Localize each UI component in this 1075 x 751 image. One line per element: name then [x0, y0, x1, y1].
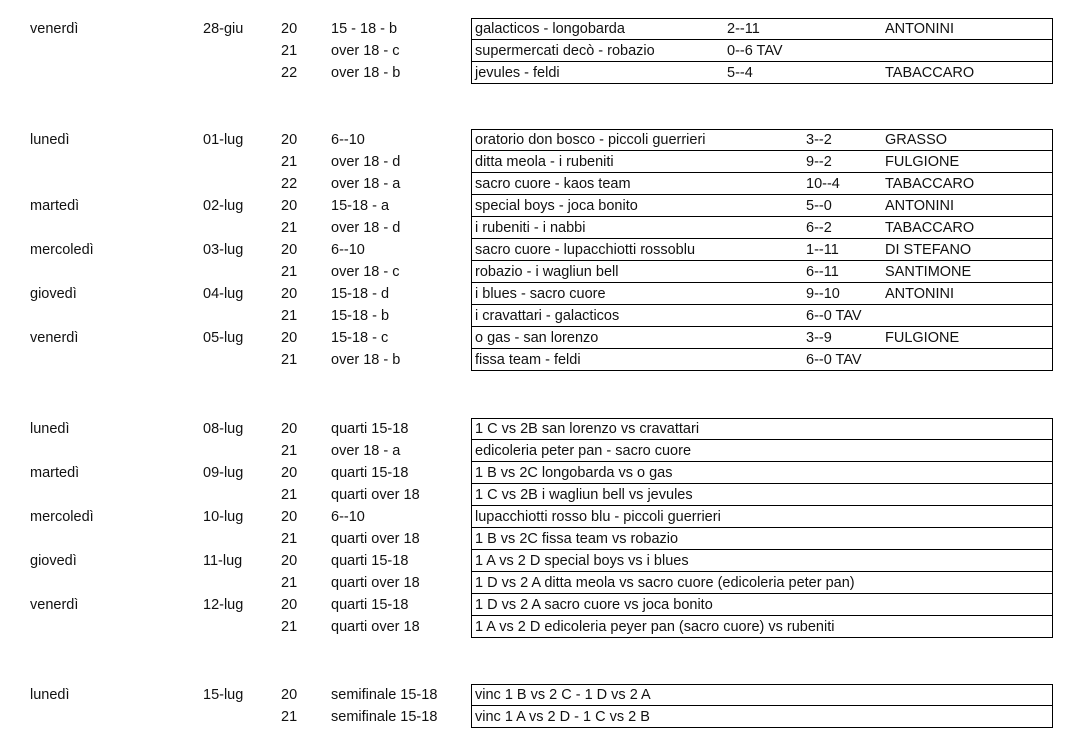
schedule-row: [0, 684, 1075, 706]
score-cell: 0--6 TAV: [727, 43, 783, 59]
date-cell: 04-lug: [203, 286, 244, 302]
hour-cell: 21: [281, 531, 298, 547]
match-cell: edicoleria peter pan - sacro cuore: [475, 443, 692, 459]
schedule-row: [0, 217, 1075, 239]
score-cell: 6--2: [806, 220, 832, 236]
schedule-row: [0, 418, 1075, 440]
category-cell: over 18 - d: [331, 220, 401, 236]
match-cell: i cravattari - galacticos: [475, 308, 620, 324]
referee-cell: ANTONINI: [885, 21, 955, 37]
match-cell: vinc 1 B vs 2 C - 1 D vs 2 A: [475, 687, 651, 703]
schedule-row: [0, 327, 1075, 349]
match-cell: 1 B vs 2C fissa team vs robazio: [475, 531, 679, 547]
match-cell: 1 D vs 2 A ditta meola vs sacro cuore (edicoleria peter pan): [475, 575, 855, 591]
category-cell: quarti 15-18: [331, 553, 409, 569]
category-cell: quarti over 18: [331, 575, 420, 591]
category-cell: semifinale 15-18: [331, 709, 438, 725]
category-cell: quarti over 18: [331, 531, 420, 547]
hour-cell: 20: [281, 553, 298, 569]
hour-cell: 20: [281, 21, 298, 37]
hour-cell: 22: [281, 176, 298, 192]
category-cell: over 18 - b: [331, 65, 401, 81]
hour-cell: 21: [281, 43, 298, 59]
date-cell: 11-lug: [203, 553, 243, 569]
match-cell: sacro cuore - kaos team: [475, 176, 631, 192]
match-cell: 1 C vs 2B i wagliun bell vs jevules: [475, 487, 693, 503]
schedule-row: [0, 18, 1075, 40]
day-cell: giovedì: [30, 553, 77, 569]
category-cell: over 18 - a: [331, 443, 401, 459]
category-cell: over 18 - a: [331, 176, 401, 192]
schedule-row: [0, 572, 1075, 594]
schedule-row: [0, 349, 1075, 371]
day-cell: lunedì: [30, 421, 70, 437]
date-cell: 28-giu: [203, 21, 244, 37]
referee-cell: TABACCARO: [885, 220, 975, 236]
category-cell: 6--10: [331, 242, 365, 258]
schedule-row: [0, 528, 1075, 550]
schedule-row: [0, 173, 1075, 195]
hour-cell: 20: [281, 597, 298, 613]
score-cell: 6--11: [806, 264, 839, 280]
date-cell: 05-lug: [203, 330, 244, 346]
match-cell: i blues - sacro cuore: [475, 286, 606, 302]
match-cell: supermercati decò - robazio: [475, 43, 655, 59]
category-cell: 15-18 - b: [331, 308, 390, 324]
category-cell: 15-18 - a: [331, 198, 390, 214]
category-cell: over 18 - c: [331, 43, 400, 59]
schedule-row: [0, 594, 1075, 616]
schedule-row: [0, 239, 1075, 261]
hour-cell: 21: [281, 352, 298, 368]
referee-cell: ANTONINI: [885, 198, 955, 214]
match-cell: i rubeniti - i nabbi: [475, 220, 586, 236]
score-cell: 6--0 TAV: [806, 308, 862, 324]
category-cell: 15-18 - d: [331, 286, 390, 302]
referee-cell: SANTIMONE: [885, 264, 972, 280]
hour-cell: 20: [281, 330, 298, 346]
day-cell: mercoledì: [30, 509, 94, 525]
referee-cell: DI STEFANO: [885, 242, 972, 258]
score-cell: 10--4: [806, 176, 840, 192]
hour-cell: 21: [281, 220, 298, 236]
schedule-row: [0, 440, 1075, 462]
score-cell: 2--11: [727, 21, 760, 37]
day-cell: mercoledì: [30, 242, 94, 258]
category-cell: quarti over 18: [331, 619, 420, 635]
schedule-row: [0, 195, 1075, 217]
score-cell: 9--10: [806, 286, 840, 302]
hour-cell: 22: [281, 65, 298, 81]
hour-cell: 21: [281, 709, 298, 725]
match-cell: 1 D vs 2 A sacro cuore vs joca bonito: [475, 597, 713, 613]
category-cell: quarti 15-18: [331, 421, 409, 437]
category-cell: 15 - 18 - b: [331, 21, 398, 37]
day-cell: lunedì: [30, 132, 70, 148]
category-cell: over 18 - b: [331, 352, 401, 368]
score-cell: 9--2: [806, 154, 832, 170]
score-cell: 3--2: [806, 132, 832, 148]
schedule-row: [0, 706, 1075, 728]
match-cell: special boys - joca bonito: [475, 198, 638, 214]
category-cell: 15-18 - c: [331, 330, 389, 346]
hour-cell: 21: [281, 487, 298, 503]
match-cell: lupacchiotti rosso blu - piccoli guerrieri: [475, 509, 721, 525]
hour-cell: 20: [281, 509, 298, 525]
hour-cell: 20: [281, 242, 298, 258]
day-cell: venerdì: [30, 330, 79, 346]
hour-cell: 20: [281, 286, 298, 302]
score-cell: 1--11: [806, 242, 839, 258]
schedule-row: [0, 62, 1075, 84]
match-cell: sacro cuore - lupacchiotti rossoblu: [475, 242, 696, 258]
hour-cell: 21: [281, 154, 298, 170]
score-cell: 5--4: [727, 65, 753, 81]
schedule-row: [0, 305, 1075, 327]
match-cell: vinc 1 A vs 2 D - 1 C vs 2 B: [475, 709, 650, 725]
date-cell: 08-lug: [203, 421, 244, 437]
match-cell: fissa team - feldi: [475, 352, 581, 368]
referee-cell: FULGIONE: [885, 154, 960, 170]
match-cell: oratorio don bosco - piccoli guerrieri: [475, 132, 706, 148]
category-cell: quarti 15-18: [331, 597, 409, 613]
date-cell: 01-lug: [203, 132, 244, 148]
match-cell: galacticos - longobarda: [475, 21, 625, 37]
date-cell: 03-lug: [203, 242, 244, 258]
referee-cell: TABACCARO: [885, 176, 975, 192]
match-cell: 1 A vs 2 D edicoleria peyer pan (sacro cuore) vs rubeniti: [475, 619, 835, 635]
match-cell: robazio - i wagliun bell: [475, 264, 619, 280]
match-cell: 1 C vs 2B san lorenzo vs cravattari: [475, 421, 700, 437]
category-cell: 6--10: [331, 132, 365, 148]
referee-cell: TABACCARO: [885, 65, 975, 81]
schedule-row: [0, 283, 1075, 305]
referee-cell: FULGIONE: [885, 330, 960, 346]
date-cell: 12-lug: [203, 597, 244, 613]
score-cell: 3--9: [806, 330, 832, 346]
schedule-row: [0, 550, 1075, 572]
referee-cell: ANTONINI: [885, 286, 955, 302]
hour-cell: 21: [281, 443, 298, 459]
hour-cell: 20: [281, 421, 298, 437]
schedule-row: [0, 261, 1075, 283]
category-cell: semifinale 15-18: [331, 687, 438, 703]
match-cell: o gas - san lorenzo: [475, 330, 599, 346]
schedule-row: [0, 151, 1075, 173]
match-cell: 1 B vs 2C longobarda vs o gas: [475, 465, 673, 481]
schedule-row: [0, 506, 1075, 528]
day-cell: martedì: [30, 465, 80, 481]
date-cell: 10-lug: [203, 509, 244, 525]
match-cell: jevules - feldi: [475, 65, 560, 81]
date-cell: 15-lug: [203, 687, 244, 703]
hour-cell: 20: [281, 687, 298, 703]
referee-cell: GRASSO: [885, 132, 948, 148]
match-cell: ditta meola - i rubeniti: [475, 154, 614, 170]
day-cell: lunedì: [30, 687, 70, 703]
schedule-row: [0, 616, 1075, 638]
match-cell: 1 A vs 2 D special boys vs i blues: [475, 553, 689, 569]
day-cell: venerdì: [30, 21, 79, 37]
category-cell: quarti over 18: [331, 487, 420, 503]
hour-cell: 20: [281, 132, 298, 148]
score-cell: 6--0 TAV: [806, 352, 862, 368]
schedule-row: [0, 462, 1075, 484]
category-cell: quarti 15-18: [331, 465, 409, 481]
score-cell: 5--0: [806, 198, 832, 214]
day-cell: venerdì: [30, 597, 79, 613]
date-cell: 02-lug: [203, 198, 244, 214]
hour-cell: 20: [281, 465, 298, 481]
schedule-row: [0, 40, 1075, 62]
hour-cell: 21: [281, 575, 298, 591]
hour-cell: 20: [281, 198, 298, 214]
day-cell: giovedì: [30, 286, 77, 302]
category-cell: over 18 - c: [331, 264, 400, 280]
category-cell: 6--10: [331, 509, 365, 525]
day-cell: martedì: [30, 198, 80, 214]
hour-cell: 21: [281, 308, 298, 324]
schedule-row: [0, 129, 1075, 151]
hour-cell: 21: [281, 619, 298, 635]
date-cell: 09-lug: [203, 465, 244, 481]
schedule-row: [0, 484, 1075, 506]
hour-cell: 21: [281, 264, 298, 280]
category-cell: over 18 - d: [331, 154, 401, 170]
